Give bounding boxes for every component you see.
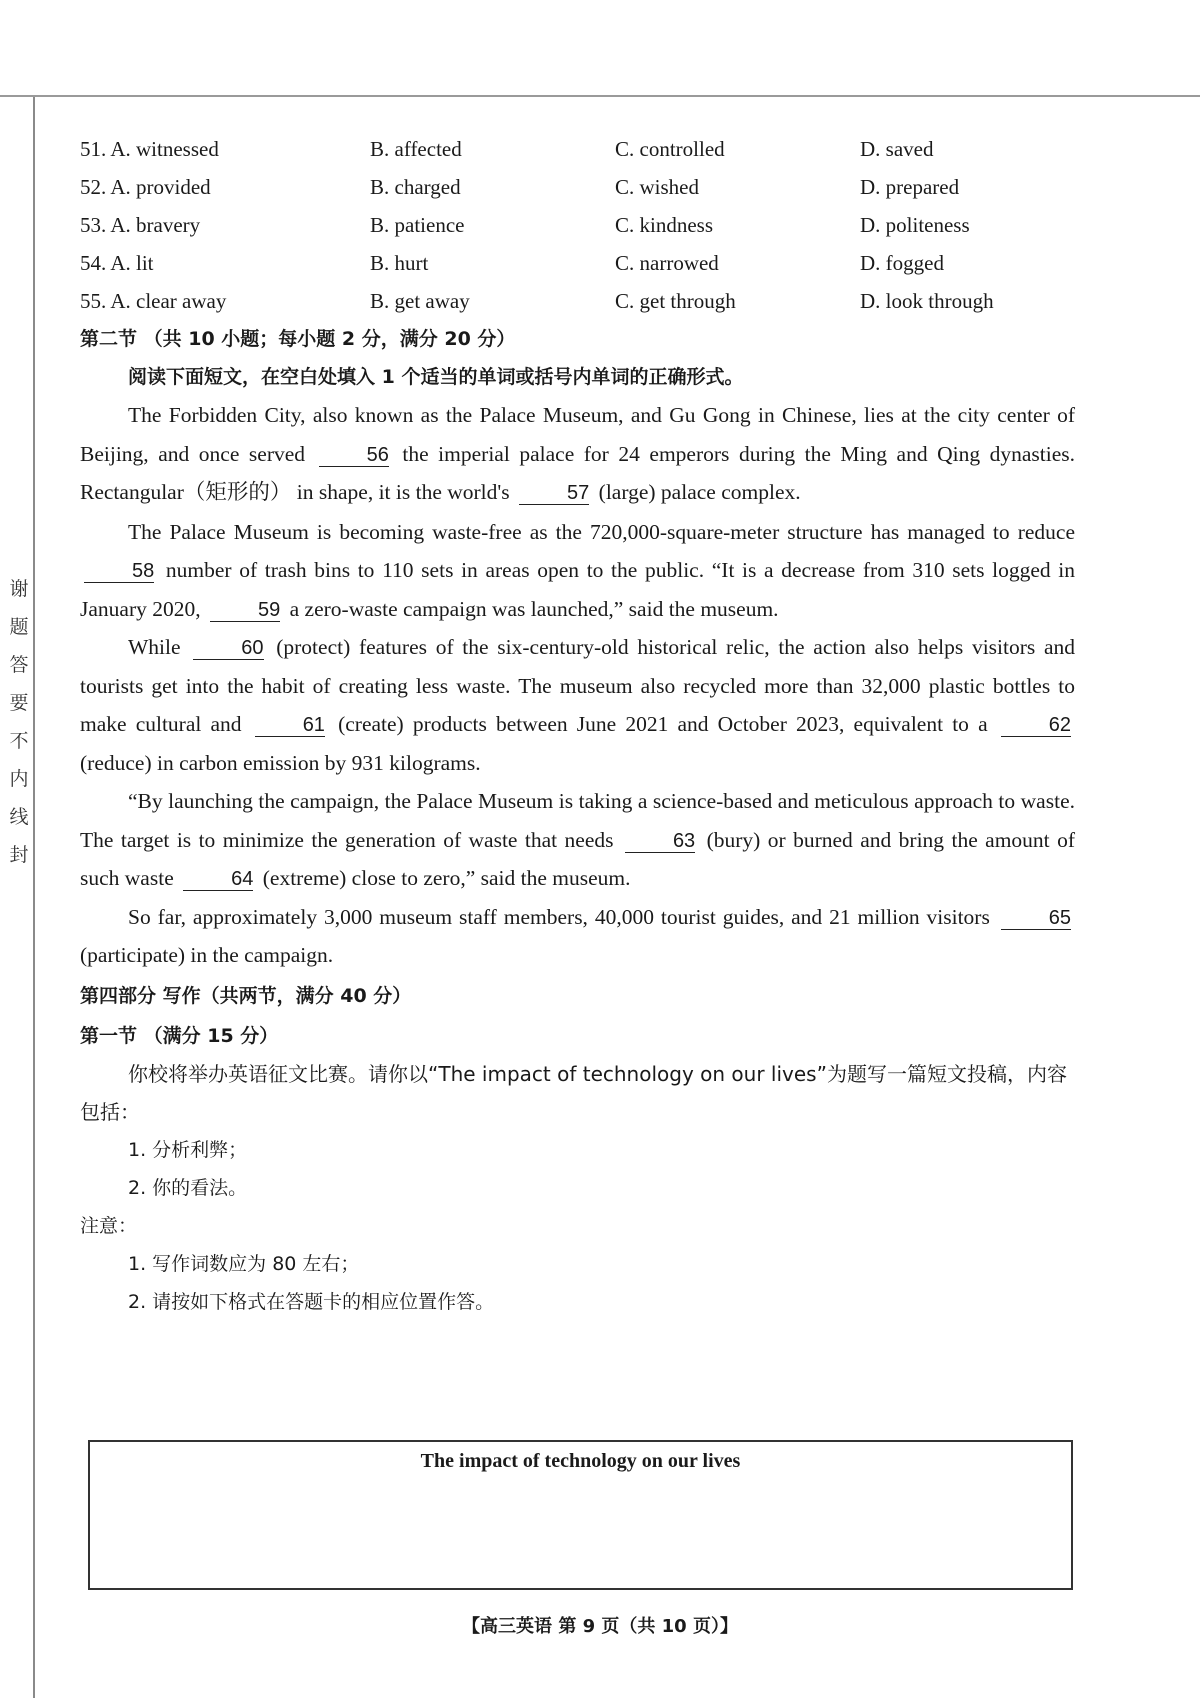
passage-text: (create) products between June 2021 and October 2023, equivalent to a: [338, 712, 988, 736]
binding-margin-text: [8, 580, 30, 884]
binding-char: 谢: [9, 578, 29, 600]
top-margin: [0, 0, 1200, 95]
passage-text: number of trash bins to 110 sets in areas open to the public. “It is a decrease from 310 sets logged in January 2020,: [80, 558, 1075, 621]
note-1: 1. 写作词数应为 80 左右；: [128, 1252, 360, 1275]
option-a: 54. A. lit: [80, 251, 154, 275]
passage-text: (protect) features of the six-century-old historical relic, the action also helps visitors and tourists get into the habit of creating less waste. The museum also recycled more than 32,000 plastic bottles to make cultural and: [80, 635, 1076, 736]
passage-text: (participate) in the campaign.: [80, 943, 334, 967]
writing-requirement-1: 1. 分析利弊；: [128, 1138, 248, 1161]
passage-text: While: [128, 635, 181, 659]
option-d: D. fogged: [860, 251, 944, 275]
passage-text: (bury) or burned and bring the amount of such waste: [80, 827, 1075, 890]
passage-text: (reduce) in carbon emission by 931 kilograms.: [80, 750, 481, 775]
section-2-heading: 第二节 （共 10 小题；每小题 2 分，满分 20 分）: [80, 328, 516, 350]
writing-task: [80, 1055, 1075, 1321]
option-c: C. narrowed: [615, 251, 719, 275]
passage-paragraph-4: [80, 782, 1075, 898]
binding-char: 要: [9, 692, 29, 714]
option-row-52: [80, 168, 1075, 206]
option-a: 55. A. clear away: [80, 289, 227, 313]
binding-char: 封: [9, 844, 29, 866]
binding-char: 内: [9, 768, 29, 790]
passage-text: The Palace Museum is becoming waste-free as the 720,000-square-meter structure has managed to reduce: [128, 519, 1075, 544]
page-content: [80, 130, 1075, 1321]
writing-section-1-heading: 第一节 （满分 15 分）: [80, 1024, 279, 1047]
passage-paragraph-3: [80, 628, 1075, 782]
option-d: D. look through: [860, 289, 994, 313]
passage-paragraph-5: [80, 898, 1075, 975]
blank-60[interactable]: 60: [193, 637, 263, 660]
passage-text: a zero-waste campaign was launched,” said the museum.: [289, 596, 779, 621]
option-d: D. saved: [860, 137, 934, 161]
option-b: B. get away: [370, 289, 470, 313]
option-b: B. hurt: [370, 251, 429, 275]
option-d: D. politeness: [860, 213, 970, 237]
writing-task-description: 你校将举办英语征文比赛。请你以“The impact of technology on our lives”为题写一篇短文投稿，内容包括：: [80, 1061, 1067, 1124]
part-4-heading: 第四部分 写作（共两节，满分 40 分）: [80, 984, 412, 1007]
passage-paragraph-1: [80, 396, 1075, 513]
section-2-instruction: 阅读下面短文，在空白处填入 1 个适当的单词或括号内单词的正确形式。: [128, 366, 744, 388]
passage-text: in shape, it is the world's: [296, 480, 510, 504]
passage-text: So far, approximately 3,000 museum staff members, 40,000 tourist guides, and 21 million visitors: [128, 904, 990, 929]
option-b: B. patience: [370, 213, 465, 237]
binding-char: 不: [9, 730, 29, 752]
option-row-53: [80, 206, 1075, 244]
page-footer: 【高三英语 第 9 页（共 10 页）】: [462, 1616, 738, 1637]
blank-62[interactable]: 62: [1001, 714, 1071, 737]
passage-text: The Forbidden City, also known as the Palace Museum, and Gu Gong in Chinese, lies at the city center of Beijing, and once served: [80, 403, 1075, 466]
passage-text: the imperial palace for 24 emperors during the Ming and Qing dynasties. Rectangular: [80, 441, 1076, 504]
blank-56[interactable]: 56: [319, 444, 389, 467]
passage-text: “By launching the campaign, the Palace Museum is taking a science-based and meticulous approach to waste. The target is to minimize the generation of waste that needs: [80, 789, 1075, 852]
binding-char: 题: [9, 616, 29, 638]
option-row-54: [80, 244, 1075, 282]
option-a: 52. A. provided: [80, 175, 211, 199]
option-b: B. charged: [370, 175, 461, 199]
binding-char: 答: [9, 654, 29, 676]
writing-requirement-2: 2. 你的看法。: [128, 1176, 248, 1199]
option-c: C. controlled: [615, 137, 725, 161]
note-label: 注意：: [80, 1214, 138, 1237]
note-2: 2. 请按如下格式在答题卡的相应位置作答。: [128, 1290, 495, 1313]
binding-char: 线: [9, 806, 29, 828]
option-a: 53. A. bravery: [80, 213, 201, 237]
passage-text: (large) palace complex.: [598, 480, 801, 504]
blank-65[interactable]: 65: [1001, 907, 1071, 930]
blank-64[interactable]: 64: [183, 868, 253, 891]
blank-63[interactable]: 63: [625, 830, 695, 853]
passage-gloss: （矩形的）: [183, 480, 292, 505]
option-d: D. prepared: [860, 175, 960, 199]
blank-59[interactable]: 59: [210, 599, 280, 622]
option-row-51: [80, 130, 1075, 168]
blank-61[interactable]: 61: [255, 714, 325, 737]
answer-box-title: The impact of technology on our lives: [420, 1450, 741, 1472]
blank-57[interactable]: 57: [519, 482, 589, 505]
option-c: C. get through: [615, 289, 736, 313]
binding-line: [33, 97, 35, 1698]
passage-text: (extreme) close to zero,” said the museum.: [262, 866, 631, 890]
passage-paragraph-2: [80, 513, 1075, 629]
blank-58[interactable]: 58: [84, 560, 154, 583]
option-b: B. affected: [370, 137, 462, 161]
page-top-edge: [0, 95, 1200, 97]
reading-passage: [80, 396, 1075, 975]
option-c: C. kindness: [615, 213, 714, 237]
answer-box[interactable]: [88, 1440, 1073, 1590]
option-c: C. wished: [615, 175, 699, 199]
option-a: 51. A. witnessed: [80, 137, 219, 161]
option-row-55: [80, 282, 1075, 320]
